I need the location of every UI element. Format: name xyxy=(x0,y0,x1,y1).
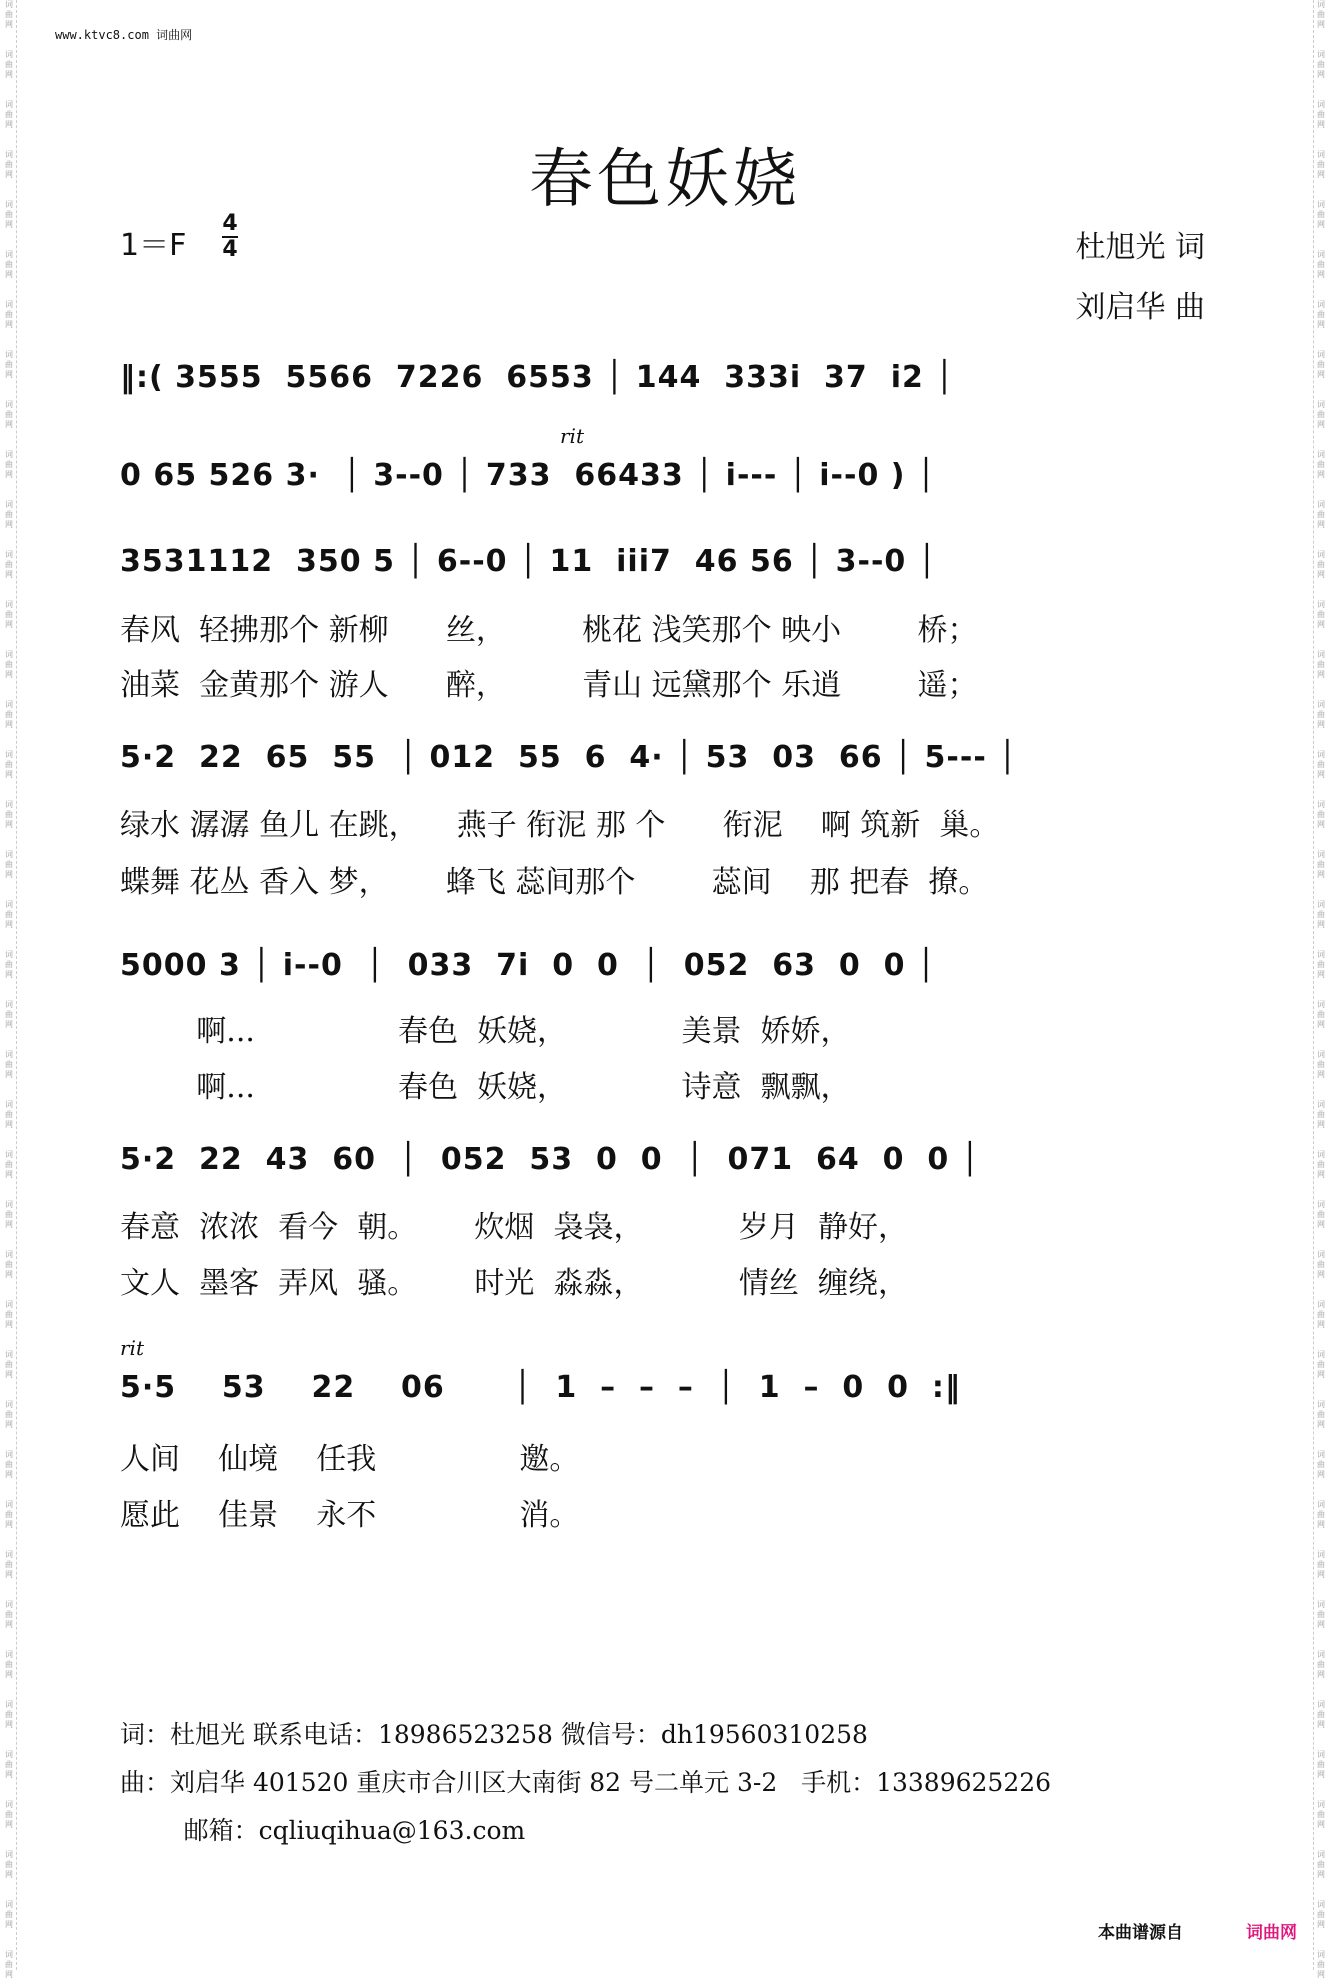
lyric-6b: 文人 墨客 弄风 骚。 时光 淼淼， 情丝 缠绕， xyxy=(120,1266,908,1301)
score-line-7: 5·5 53 22 06 │ 1 – – – │ 1 – 0 0 :‖ xyxy=(120,1370,961,1405)
lyric-3b: 油菜 金黄那个 游人 醉， 青山 远黛那个 乐逍 遥； xyxy=(120,668,978,703)
left-watermark-strip: 词 曲 网 词 曲 网 词 曲 网 词 曲 网 词 曲 网 词 曲 网 词 曲 网 词 曲 网 词 曲 网 词 曲 网 词 曲 网 词 曲 网 词 曲 网 词 曲 网 词 曲 网 词 曲 网 词 曲 网 词 曲 网 词 曲 网 词 曲 网 词 曲 网 词 曲 网 词 曲 网 词 曲 网 词 曲 网 词 曲 网 词 曲 网 词 曲 网 词 曲 网 词 曲 网 词 曲 网 词 曲 网 词 曲 网 词 曲 网 词 曲 网 词 曲 网 词 曲 网 词 曲 网 词 曲 网 词 曲 网 xyxy=(2,0,17,1970)
lyric-3a: 春风 轻拂那个 新柳 丝， 桃花 浅笑那个 映小 桥； xyxy=(120,613,978,648)
score-line-2: 0 65 526 3· │ 3--0 │ 733 66433 │ i--- │ i--0 ) │ xyxy=(120,458,936,493)
score-line-4: 5·2 22 65 55 │ 012 55 6 4· │ 53 03 66 │ 5--- │ xyxy=(120,740,1018,775)
key-signature: 1＝F xyxy=(120,228,187,263)
lyric-5a: 啊... 春色 妖娆， 美景 娇娇， xyxy=(120,1014,851,1049)
score-line-6: 5·2 22 43 60 │ 052 53 0 0 │ 071 64 0 0 │ xyxy=(120,1142,980,1177)
source-label: 本曲谱源自 xyxy=(1098,1923,1183,1943)
lyric-4a: 绿水 潺潺 鱼儿 在跳， 燕子 衔泥 那 个 衔泥 啊 筑新 巢。 xyxy=(120,808,1000,843)
time-signature xyxy=(222,212,238,262)
time-signature-bottom: 4 xyxy=(222,237,238,262)
score-line-1: ‖:( 3555 5566 7226 6553 │ 144 333i 37 i2 │ xyxy=(120,360,955,395)
rit-mark-1: rit xyxy=(560,424,584,448)
lyric-7b: 愿此 佳景 永不 消。 xyxy=(120,1498,580,1533)
lyric-5b: 啊... 春色 妖娆， 诗意 飘飘， xyxy=(120,1070,851,1105)
song-title: 春色妖娆 xyxy=(529,143,801,217)
rit-mark-2: rit xyxy=(120,1336,144,1360)
composer-credit: 刘启华 曲 xyxy=(1075,290,1205,325)
site-url: www.ktvc8.com 词曲网 xyxy=(55,28,193,42)
footer-email: 邮箱：cqliuqihua@163.com xyxy=(120,1816,526,1845)
lyric-4b: 蝶舞 花丛 香入 梦， 蜂飞 蕊间那个 蕊间 那 把春 撩。 xyxy=(120,865,989,900)
footer-composer-contact: 曲：刘启华 401520 重庆市合川区大南街 82 号二单元 3-2 手机：13389625226 xyxy=(120,1768,1052,1797)
brand-logo-text[interactable]: 词曲网 xyxy=(1246,1923,1297,1943)
lyric-7a: 人间 仙境 任我 邀。 xyxy=(120,1442,580,1477)
time-signature-top: 4 xyxy=(222,211,238,236)
footer-lyricist-contact: 词：杜旭光 联系电话：18986523258 微信号：dh19560310258 xyxy=(120,1720,868,1749)
right-watermark-strip: 词 曲 网 词 曲 网 词 曲 网 词 曲 网 词 曲 网 词 曲 网 词 曲 网 词 曲 网 词 曲 网 词 曲 网 词 曲 网 词 曲 网 词 曲 网 词 曲 网 词 曲 网 词 曲 网 词 曲 网 词 曲 网 词 曲 网 词 曲 网 词 曲 网 词 曲 网 词 曲 网 词 曲 网 词 曲 网 词 曲 网 词 曲 网 词 曲 网 词 曲 网 词 曲 网 词 曲 网 词 曲 网 词 曲 网 词 曲 网 词 曲 网 词 曲 网 词 曲 网 词 曲 网 词 曲 网 词 曲 网 xyxy=(1313,0,1328,1970)
score-line-3: 3531112 350 5 │ 6--0 │ 11 iii7 46 56 │ 3--0 │ xyxy=(120,544,937,579)
lyricist-credit: 杜旭光 词 xyxy=(1075,230,1205,265)
score-line-5: 5000 3 │ i--0 │ 033 7i 0 0 │ 052 63 0 0 │ xyxy=(120,948,936,983)
lyric-6a: 春意 浓浓 看今 朝。 炊烟 袅袅， 岁月 静好， xyxy=(120,1210,908,1245)
